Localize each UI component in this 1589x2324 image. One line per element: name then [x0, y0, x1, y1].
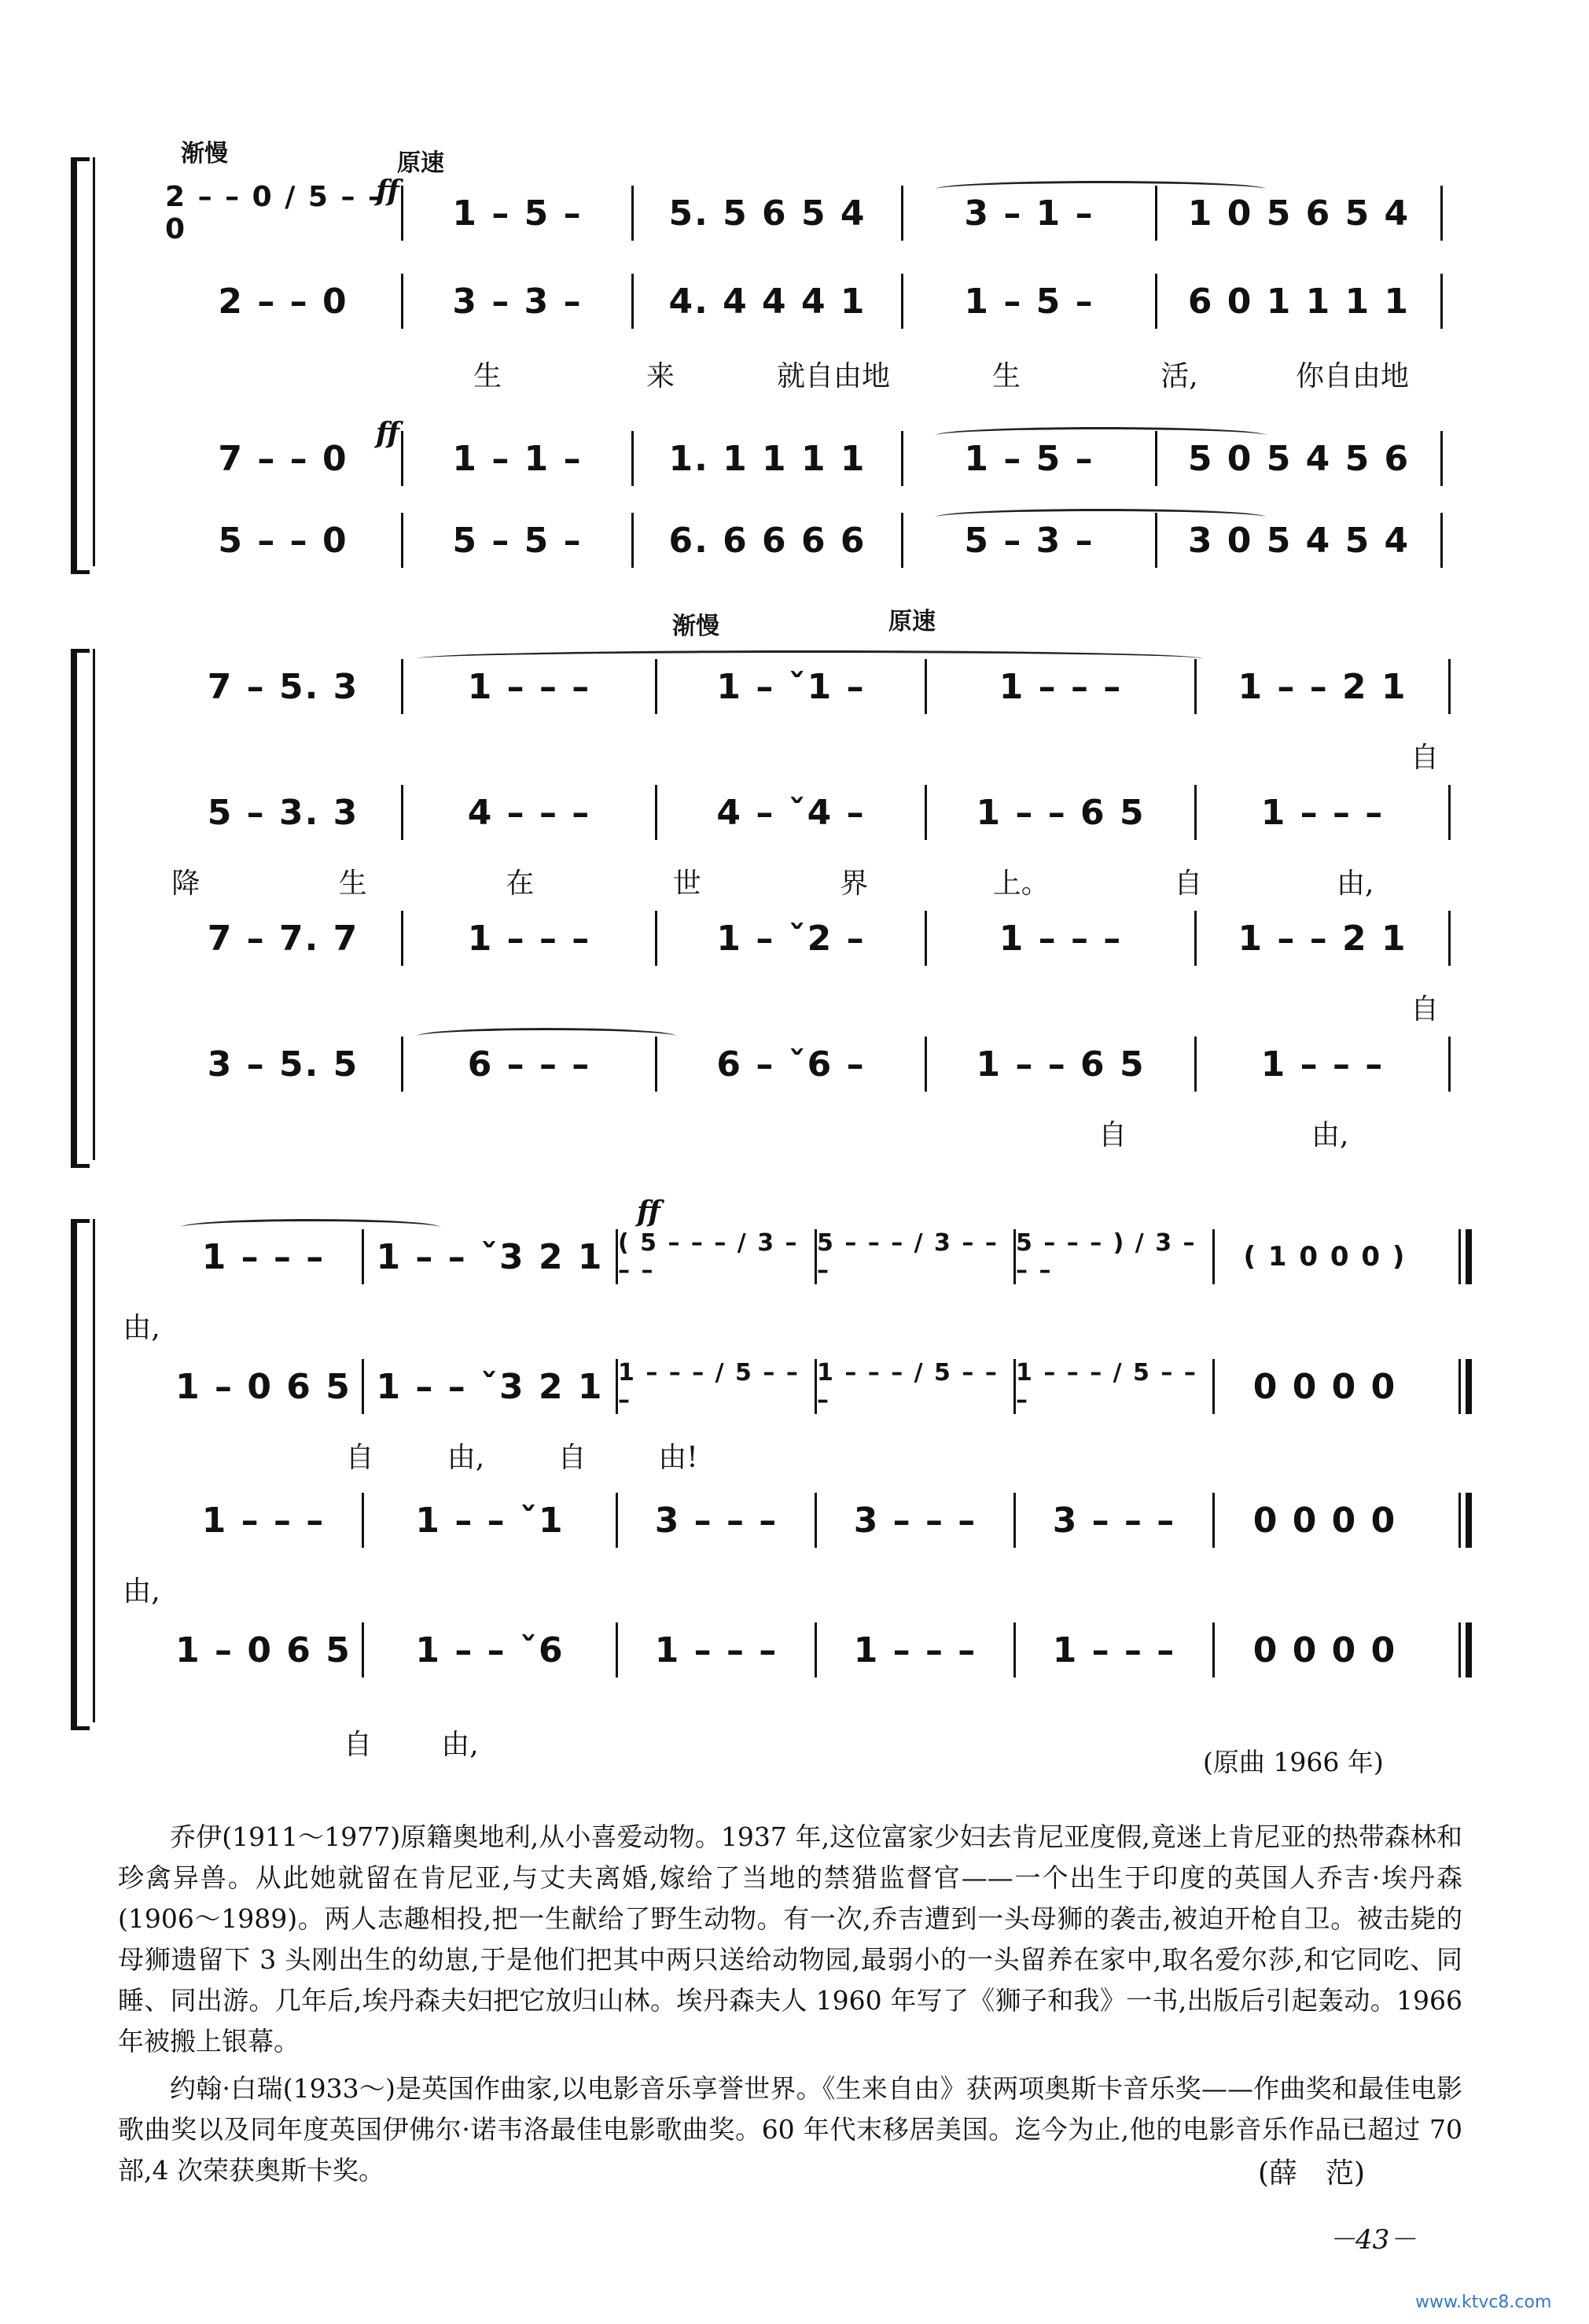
measure: 1 – – –	[654, 1630, 778, 1670]
lyric	[568, 1113, 786, 1157]
lyrics-s2-4	[134, 1113, 1439, 1157]
measure: 2 – – 0	[218, 281, 348, 322]
measure: 6 – ˇ6 –	[716, 1044, 866, 1085]
measure: 1 – – – / 5 – – –	[817, 1359, 999, 1414]
system-bracket	[71, 1219, 90, 1730]
measure: 1 – – –	[1260, 792, 1385, 833]
lyric: 界	[840, 867, 869, 900]
system-start-barline	[93, 649, 95, 1160]
lyrics-s3-2	[307, 1435, 731, 1479]
lyric	[786, 735, 1004, 779]
measure: 2 – – 0 / 5 – – 0	[165, 181, 384, 245]
final-barline	[1458, 1229, 1470, 1284]
final-barline	[1458, 1493, 1470, 1548]
measure: 0 0 0 0	[1252, 1630, 1397, 1670]
lyric: 生	[338, 867, 367, 900]
measure: 1 – – –	[201, 1236, 326, 1277]
measure: 1 – – ˇ1	[415, 1500, 565, 1541]
lyric: 活,	[1160, 360, 1198, 392]
measure: 6. 6 6 6 6	[668, 520, 866, 561]
commentary-paragraph-1	[118, 1817, 1462, 2062]
lyric: 自	[1098, 1119, 1127, 1151]
measure: 5. 5 6 5 4	[668, 193, 866, 234]
measure: 1 – – –	[201, 1500, 326, 1541]
measure: 7 – 5. 3	[207, 666, 359, 707]
lyric: 由!	[658, 1442, 698, 1474]
final-barline	[1458, 1622, 1470, 1678]
author-credit: (薛 范)	[1258, 2157, 1366, 2190]
slur	[936, 427, 1266, 444]
measure: 1 – – –	[853, 1630, 977, 1670]
score-system-1	[71, 126, 1470, 598]
system-bracket	[71, 649, 90, 1168]
staff-s2-4	[102, 1030, 1470, 1098]
measure: 0 0 0 0	[1252, 1366, 1397, 1407]
measure: 5 – – 0	[218, 520, 348, 561]
lyric: 自	[557, 1442, 587, 1474]
dynamic-ff: ff	[637, 1195, 660, 1228]
measure: 1 0 5 6 5 4	[1187, 193, 1411, 234]
lyric: 生	[991, 360, 1021, 392]
measure: ( 1 0 0 0 )	[1243, 1241, 1407, 1272]
staff-s3-3	[102, 1486, 1470, 1554]
staff-s3-4	[102, 1616, 1470, 1684]
measure: 3 – – –	[853, 1500, 977, 1541]
lyrics-s3-4	[307, 1722, 511, 1766]
measure: 1 – ˇ2 –	[716, 918, 866, 959]
measure: 1 – 5 –	[964, 438, 1094, 479]
paragraph-text: 约翰·白瑞(1933～)是英国作曲家,以电影音乐享誉世界。《生来自由》获两项奥斯卡音乐奖——作曲奖和最佳电影歌曲奖以及同年度英国伊佛尔·诺韦洛最佳电影歌曲奖。60 年代末移居美国。迄今为止,他的电影音乐作品已超过 70 部,4 次荣获奥斯卡奖。	[118, 2073, 1462, 2186]
lyric: 你自由地	[1295, 360, 1409, 392]
measure: 3 – 1 –	[964, 193, 1094, 234]
measure: 7 – 7. 7	[207, 918, 359, 959]
measure: 4. 4 4 4 1	[668, 281, 866, 322]
lyric	[134, 987, 351, 1031]
staff-s2-2	[102, 779, 1470, 846]
lyric: 由,	[447, 1442, 485, 1474]
measure: 1. 1 1 1 1	[668, 438, 866, 479]
paragraph-text: 乔伊(1911～1977)原籍奥地利,从小喜爱动物。1937 年,这位富家少妇去肯尼亚度假,竟迷上肯尼亚的热带森林和珍禽异兽。从此她就留在肯尼亚,与丈夫离婚,嫁给了当地的禁猎监督官——一个出生于印度的英国人乔吉·埃丹森(1906～1989)。两人志趣相投,把一生献给了野生动物。有一次,乔吉遭到一头母狮的袭击,被迫开枪自卫。被击毙的母狮遗留下 3 头刚出生的幼崽,于是他们把其中两只送给动物园,最弱小的一头留养在家中,取名爱尔莎,和它同吃、同睡、同出游。几年后,埃丹森夫妇把它放归山林。埃丹森夫人 1960 年写了《狮子和我》一书,出版后引起轰动。1966 年被搬上银幕。	[118, 1821, 1462, 2057]
measure: 1 – ˇ1 –	[716, 666, 866, 707]
lyric: 自	[1174, 867, 1203, 900]
lyric	[786, 1113, 1004, 1157]
lyric: 来	[646, 360, 675, 392]
dynamic-ff: ff	[376, 417, 399, 450]
measure: 1 – – –	[999, 918, 1123, 959]
measure: 6 – – –	[467, 1044, 591, 1085]
lyric: 由,	[123, 1575, 160, 1608]
measure: 5 – 3. 3	[207, 792, 359, 833]
lyric: 在	[506, 867, 535, 900]
slur	[936, 509, 1266, 525]
measure: 1 – – –	[999, 666, 1123, 707]
measure: 1 – – 6 5	[976, 1044, 1146, 1085]
measure: 4 – ˇ4 –	[716, 792, 866, 833]
tempo-a-tempo: 原速	[888, 608, 936, 635]
lyric: 由,	[1311, 1119, 1349, 1151]
measure: 1 – – 6 5	[976, 792, 1146, 833]
lyric	[568, 735, 786, 779]
lyric	[134, 1113, 351, 1157]
lyric	[568, 987, 786, 1031]
measure: 7 – – 0	[218, 438, 348, 479]
measure: 1 – 5 –	[452, 193, 583, 234]
score-system-2	[71, 602, 1470, 1184]
lyric: 世	[672, 867, 701, 900]
lyrics-s3-1	[102, 1306, 181, 1350]
lyric: 自	[345, 1442, 374, 1474]
final-barline	[1458, 1359, 1470, 1414]
lyrics-s2-3	[134, 987, 1439, 1031]
slur	[181, 1219, 440, 1236]
lyric: 自	[343, 1729, 372, 1761]
lyric	[134, 735, 351, 779]
system-start-barline	[93, 1219, 95, 1722]
lyric	[351, 1113, 569, 1157]
tempo-rit: 渐慢	[181, 140, 228, 168]
lyric	[1004, 987, 1222, 1031]
lyric: 就自由地	[776, 360, 890, 392]
slur	[417, 1028, 676, 1044]
lyric	[351, 735, 569, 779]
measure: 5 – – – / 3 – – –	[817, 1229, 999, 1284]
measure: 5 – 5 –	[452, 520, 583, 561]
measure: 1 – 0 6 5	[175, 1366, 351, 1407]
score-system-3	[71, 1180, 1470, 1777]
measure: 1 – – ˇ6	[415, 1630, 565, 1670]
measure: 1 – 5 –	[964, 281, 1094, 322]
lyric: 生	[473, 360, 502, 392]
measure: 6 0 1 1 1 1	[1187, 281, 1411, 322]
staff-s1-2	[102, 267, 1470, 335]
lyric: 上。	[992, 867, 1050, 900]
measure: 1 – – ˇ3 2 1	[376, 1236, 604, 1277]
lyric	[1004, 735, 1222, 779]
lyrics-s2-1	[134, 735, 1439, 779]
measure: 3 – 3 –	[452, 281, 583, 322]
measure: 3 – – –	[1052, 1500, 1176, 1541]
measure: 1 – – –	[467, 918, 591, 959]
measure: 1 – 1 –	[452, 438, 583, 479]
staff-s2-3	[102, 904, 1470, 972]
system-bracket	[71, 157, 90, 574]
tempo-rit: 渐慢	[672, 613, 719, 640]
measure: 1 – 0 6 5	[175, 1630, 351, 1670]
lyric: 由,	[123, 1312, 160, 1344]
measure: 3 – 5. 5	[207, 1044, 359, 1085]
lyric: 自	[1411, 742, 1440, 774]
measure: 1 – – – / 5 – – –	[618, 1359, 800, 1414]
measure: 5 – 3 –	[964, 520, 1094, 561]
lyric: 自	[1411, 993, 1440, 1026]
measure: 1 – – 2 1	[1238, 918, 1407, 959]
dynamic-ff: ff	[376, 175, 399, 208]
measure: 1 – – – / 5 – – –	[1016, 1359, 1197, 1414]
measure: 1 – – –	[1052, 1630, 1176, 1670]
measure: 3 0 5 4 5 4	[1187, 520, 1411, 561]
measure: 1 – – –	[1260, 1044, 1385, 1085]
measure: 0 0 0 0	[1252, 1500, 1397, 1541]
lyric: 由,	[1337, 867, 1374, 900]
measure: 1 – – –	[467, 666, 591, 707]
watermark: www.ktvc8.com	[1415, 2293, 1552, 2312]
staff-s3-2	[102, 1353, 1470, 1420]
lyric	[351, 987, 569, 1031]
lyrics-s3-3	[102, 1569, 181, 1613]
lyrics-s1	[401, 354, 1439, 398]
measure: ( 5 – – – / 3 – – –	[618, 1229, 799, 1284]
slur	[417, 650, 1203, 667]
measure: 3 – – –	[654, 1500, 778, 1541]
measure: 1 – – ˇ3 2 1	[376, 1366, 604, 1407]
tempo-a-tempo: 原速	[397, 149, 444, 177]
slur	[936, 181, 1266, 197]
lyric	[786, 987, 1004, 1031]
measure: 4 – – –	[467, 792, 591, 833]
lyric: 由,	[441, 1729, 479, 1761]
composition-year: (原曲 1966 年)	[1203, 1747, 1384, 1777]
measure: 5 – – – ) / 3 – – –	[1016, 1229, 1197, 1284]
measure: 5 0 5 4 5 6	[1187, 438, 1411, 479]
measure: 1 – – 2 1	[1238, 666, 1407, 707]
lyric: 降	[171, 867, 200, 900]
system-start-barline	[93, 157, 95, 566]
lyrics-s2-2	[102, 861, 1439, 905]
page-number: －43－	[1329, 2224, 1417, 2256]
